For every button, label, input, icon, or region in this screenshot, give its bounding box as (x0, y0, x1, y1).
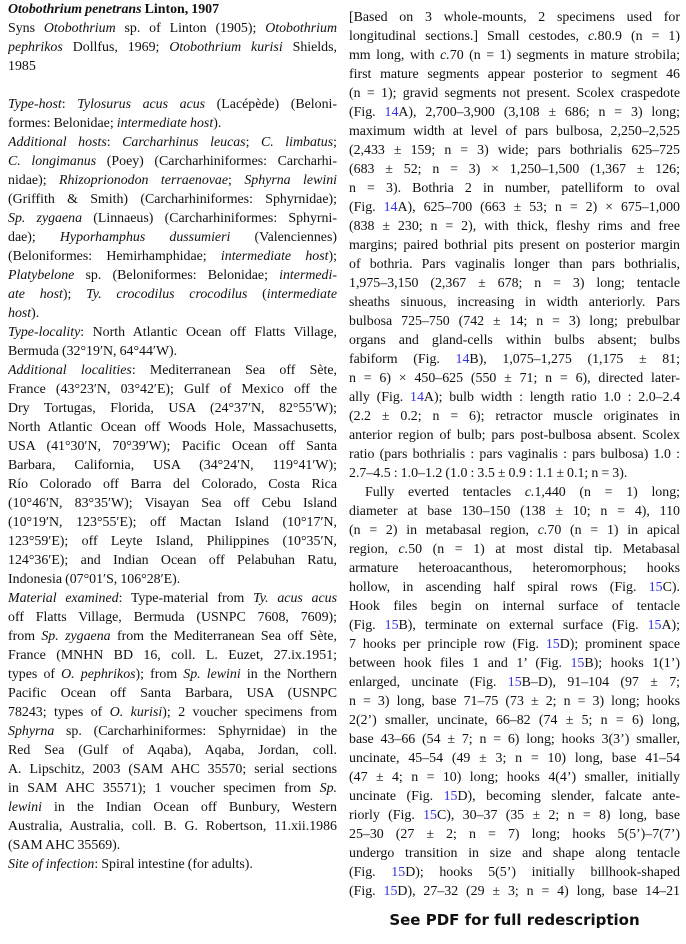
figure-link[interactable]: 14 (410, 390, 424, 405)
text-line (349, 616, 680, 635)
text-line (349, 863, 680, 882)
text-run: off Flatts Village, Bermuda (USNPC 7608, 7609); (8, 610, 337, 625)
text-line (349, 255, 680, 274)
italic-text: Otobothrium (43, 21, 116, 36)
text-run: C). (662, 580, 680, 595)
text-line (8, 532, 337, 551)
text-line (8, 171, 337, 190)
text-run: hollow, in ascending half spiral rows (Fig. (349, 580, 649, 595)
text-line (349, 559, 680, 578)
text-run: organs and gland-cells within bulbs absent; bulbs (349, 333, 680, 348)
italic-text: C. longimanus (8, 154, 97, 169)
text-run: : (61, 97, 78, 112)
left-paragraph (8, 19, 337, 76)
text-run: Fully everted tentacles (365, 485, 525, 500)
italic-text: pephrikos (8, 40, 63, 55)
text-line (8, 589, 337, 608)
text-line (8, 380, 337, 399)
text-run: : Type-material from (118, 591, 254, 606)
text-run: (Beloniformes: Hemirhamphidae; (8, 249, 221, 264)
text-line (8, 817, 337, 836)
italic-text: Sphyrna lewini (244, 173, 337, 188)
text-run: (Valenciennes) (230, 230, 337, 245)
italic-text: ate host (8, 287, 63, 302)
italic-text: Site of infection (8, 857, 95, 872)
text-run: D), 27–32 (29 ± 3; n = 4) long, base 14–21 (397, 884, 680, 899)
italic-text: Ty. crocodilus crocodilus (86, 287, 248, 302)
text-run: Red Sea (Gulf of Aqaba), Aqaba, Jordan, coll. (8, 743, 337, 758)
figure-link[interactable]: 14 (455, 352, 470, 367)
text-run: n = 3) long, base 71–75 (73 ± 2; n = 3) long; hooks (349, 694, 680, 709)
italic-text: Material examined (8, 591, 119, 606)
text-run: ; (228, 173, 245, 188)
text-line (8, 627, 337, 646)
left-paragraph (8, 133, 337, 323)
right-column (349, 8, 680, 901)
text-run: (Fig. (349, 884, 384, 899)
text-run: (Poey) (Carcharhiniformes: Carcharhi- (96, 154, 337, 169)
text-run: (n = 1); gravid segments not present. Scolex craspedote (349, 86, 680, 101)
text-line (349, 654, 680, 673)
text-run: B), terminate on external surface (Fig. (398, 618, 648, 633)
text-run: (838 ± 230; n = 2), with thick, fleshy rims and free (349, 219, 680, 234)
text-run: Indonesia (07°01′S, 106°28′E). (8, 572, 181, 587)
figure-link[interactable]: 15 (443, 789, 458, 804)
see-pdf-note[interactable]: See PDF for full redescription (389, 911, 640, 929)
italic-text: Sp. (319, 781, 337, 796)
text-run: (Fig. (349, 105, 385, 120)
italic-text: Ty. acus acus (253, 591, 337, 606)
text-line (349, 749, 680, 768)
text-run: 50 (n = 1) at most distal tip. Metabasal (408, 542, 680, 557)
text-run: 123°59′E); off Leyte Island, Philippines (10°35′N, (8, 534, 337, 549)
text-line (349, 350, 680, 369)
text-run: uncinate (Fig. (349, 789, 444, 804)
text-line (8, 646, 337, 665)
text-run: ; (245, 135, 261, 150)
text-run: 80.9 (n = 1) (597, 29, 680, 44)
text-run: A. Lipschitz, 2003 (SAM AHC 35570; serial sections (8, 762, 337, 777)
text-run: from the Mediterranean Sea off Sète, (110, 629, 337, 644)
left-paragraph (8, 0, 337, 19)
text-line (349, 179, 680, 198)
text-run: (Griffith & Smith) (Carcharhiniformes: Sphyrnidae); (8, 192, 337, 207)
text-line (8, 437, 337, 456)
text-run: (Lacépède) (Beloni- (205, 97, 337, 112)
text-line (349, 312, 680, 331)
text-run: Bermuda (32°19′N, 64°44′W). (8, 344, 178, 359)
text-run: 70 (n = 1) in apical (547, 523, 680, 538)
italic-text: c. (588, 29, 598, 44)
text-run: (Fig. (349, 865, 392, 880)
figure-link[interactable]: 15 (507, 675, 522, 690)
text-line (349, 236, 680, 255)
text-run: 78243; types of (8, 705, 110, 720)
text-run: ). (31, 306, 40, 321)
italic-text: intermediate host (116, 116, 214, 131)
italic-text: intermediate host (220, 249, 329, 264)
text-run: ); (62, 287, 87, 302)
text-line (349, 122, 680, 141)
left-paragraph (8, 855, 337, 874)
text-run: A), 2,700–3,900 (3,108 ± 686; n = 3) long; (398, 105, 680, 120)
text-run: first mature segments appear posterior to segment 46 (349, 67, 680, 82)
text-run: of bothria. Pars vaginalis longer than pars bothrialis, (349, 257, 680, 272)
italic-text: Tylosurus acus acus (77, 97, 206, 112)
italic-text: O. pephrikos (61, 667, 136, 682)
italic-text: c. (398, 542, 409, 557)
text-line (349, 331, 680, 350)
text-run: dae); (8, 230, 60, 245)
text-line (349, 730, 680, 749)
text-line (8, 285, 337, 304)
italic-text: O. kurisi (109, 705, 163, 720)
text-run: fabiform (Fig. (349, 352, 456, 367)
text-line (349, 787, 680, 806)
text-line (8, 475, 337, 494)
text-line (349, 293, 680, 312)
text-line (349, 160, 680, 179)
text-line (8, 0, 337, 19)
italic-text: Platybelone (8, 268, 75, 283)
text-run: formes: Belonidae; (8, 116, 117, 131)
italic-text: c. (537, 523, 548, 538)
text-run: anterior region of bulb; pars post-bulbosa absent. Scolex (349, 428, 680, 443)
italic-text: host (8, 306, 32, 321)
text-run: (10°46′N, 83°35′W); Visayan Sea off Cebu Island (8, 496, 337, 511)
italic-text: Additional hosts (8, 135, 107, 150)
text-run: (SAM AHC 35569). (8, 838, 121, 853)
text-run: between hook files 1 and 1’ (Fig. (349, 656, 571, 671)
text-run: enlarged, uncinate (Fig. (349, 675, 508, 690)
text-run: (47 ± 4; n = 10) long; hooks 4(4’) smaller, initially (349, 770, 680, 785)
figure-link[interactable]: 15 (648, 580, 663, 595)
text-run: ally (Fig. (349, 390, 411, 405)
text-run: undergo transition in size and shape along tentacle (349, 846, 680, 861)
text-run: 1985 (8, 59, 36, 74)
text-run: Hook files begin on internal surface of tentacle (349, 599, 680, 614)
text-run: D); hooks 5(5’) initially billhook-shaped (405, 865, 680, 880)
text-line (8, 513, 337, 532)
text-line (8, 570, 337, 589)
right-paragraph (349, 483, 680, 901)
text-line (349, 369, 680, 388)
figure-link[interactable]: 14 (384, 105, 399, 120)
text-run: (n = 2) in metabasal region, (349, 523, 538, 538)
text-line (349, 597, 680, 616)
text-run: region, (349, 542, 399, 557)
text-line (8, 836, 337, 855)
text-run: riorly (Fig. (349, 808, 424, 823)
figure-link[interactable]: 15 (384, 618, 399, 633)
left-paragraph (8, 589, 337, 855)
italic-text: Additional localities (8, 363, 132, 378)
text-line (349, 578, 680, 597)
left-column (8, 0, 337, 874)
text-run: maximum width at level of pars bulbosa, 2,250–2,525 (349, 124, 680, 139)
figure-link[interactable]: 15 (383, 884, 398, 899)
text-line (349, 483, 680, 502)
left-paragraph (8, 95, 337, 133)
text-line (8, 304, 337, 323)
text-run: (2.2 ± 0.2; n = 6); retractor muscle originates in (349, 409, 680, 424)
text-run: : (106, 135, 123, 150)
text-run: B); hooks 1(1’) (584, 656, 680, 671)
text-run: types of (8, 667, 62, 682)
text-run: (Fig. (349, 200, 384, 215)
text-run: 1,975–3,150 (2,367 ± 678; n = 3) long; tentacle (349, 276, 680, 291)
text-run: D), becoming slender, falcate ante- (457, 789, 680, 804)
text-run: Syns (8, 21, 44, 36)
text-line (349, 768, 680, 787)
text-run: 70 (n = 1) segments in mature strobila; (449, 48, 680, 63)
text-line (349, 844, 680, 863)
italic-text: Sphyrna (8, 724, 55, 739)
text-run: sp. of Linton (1905); (115, 21, 266, 36)
text-run: A), 625–700 (663 ± 53; n = 2) × 675–1,000 (397, 200, 680, 215)
text-run: France (43°23′N, 03°42′E); Gulf of Mexico off the (8, 382, 337, 397)
text-run: Dollfus, 1969; (62, 40, 170, 55)
text-line (8, 779, 337, 798)
text-run: USA (41°30′N, 70°39′W); Pacific Ocean off Santa (8, 439, 337, 454)
text-line (8, 190, 337, 209)
text-run: in the Indian Ocean off Bunbury, Western (41, 800, 337, 815)
figure-link[interactable]: 15 (391, 865, 406, 880)
italic-text: intermediate (266, 287, 337, 302)
text-line (349, 103, 680, 122)
italic-text: Hyporhamphus dussumieri (59, 230, 231, 245)
text-run: margins; paired bothrial pits present on posterior margin (349, 238, 680, 253)
italic-text: Otobothrium kurisi (169, 40, 283, 55)
text-run: diameter at base 130–150 (138 ± 10; n = 4), 110 (349, 504, 680, 519)
text-line (8, 551, 337, 570)
text-run: (Linnaeus) (Carcharhiniformes: Sphyrni- (82, 211, 337, 226)
text-run: 124°36′E); and Indian Ocean off Pelabuhan Ratu, (8, 553, 337, 568)
text-run: ); (328, 249, 337, 264)
text-run: C), 30–37 (35 ± 2; n = 8) long, base (437, 808, 680, 823)
text-run: ; (333, 135, 337, 150)
text-run: France (MNHN BD 16, coll. L. Euzet, 27.ix.1951; (8, 648, 337, 663)
text-line (349, 27, 680, 46)
text-run: Dry Tortugas, Florida, USA (24°37′N, 82°55′W); (8, 401, 337, 416)
text-line (8, 228, 337, 247)
text-line (349, 217, 680, 236)
text-run: Australia, Australia, coll. B. G. Robertson, 11.xii.1986 (8, 819, 337, 834)
text-line (349, 445, 680, 464)
text-line (349, 825, 680, 844)
text-run: Shields, (282, 40, 337, 55)
text-run: Río Colorado off Barra del Colorado, Costa Rica (8, 477, 337, 492)
text-run: 1,440 (n = 1) long; (534, 485, 680, 500)
figure-link[interactable]: 15 (570, 656, 585, 671)
italic-text: c. (440, 48, 450, 63)
text-run: (2,433 ± 159; n = 3) wide; pars bothrialis 625–725 (349, 143, 680, 158)
text-line (349, 464, 680, 483)
text-line (349, 673, 680, 692)
italic-text: lewini (8, 800, 42, 815)
left-paragraph (8, 323, 337, 361)
text-line (349, 198, 680, 217)
text-run: sp. (Beloniformes: Belonidae; (74, 268, 280, 283)
text-run: A); (661, 618, 680, 633)
text-run: bulbosa 725–750 (742 ± 14; n = 3) long; prebulbar (349, 314, 680, 329)
text-line (8, 760, 337, 779)
text-run: B–D), 91–104 (97 ± 7; (521, 675, 680, 690)
text-run: : North Atlantic Ocean off Flatts Village, (80, 325, 337, 340)
text-run: uncinate, 45–54 (49 ± 3; n = 10) long, base 41–54 (349, 751, 680, 766)
right-paragraph (349, 8, 680, 483)
text-line (349, 46, 680, 65)
text-line (349, 274, 680, 293)
text-run: (10°19′N, 123°55′E); off Mactan Island (10°17′N, (8, 515, 337, 530)
text-line (349, 388, 680, 407)
text-line (8, 247, 337, 266)
bold-text: Otobothrium penetrans (8, 2, 142, 17)
text-line (8, 494, 337, 513)
text-line (8, 456, 337, 475)
text-line (8, 798, 337, 817)
text-line (8, 399, 337, 418)
text-run: Barbara, California, USA (34°24′N, 119°41′W); (8, 458, 337, 473)
text-run: 7 hooks per principle row (Fig. (349, 637, 546, 652)
text-line (349, 521, 680, 540)
left-paragraph (8, 361, 337, 589)
text-run: ). (213, 116, 222, 131)
text-line (349, 711, 680, 730)
text-run: 2.7–4.5 : 1.0–1.2 (1.0 : 3.5 ± 0.9 : 1.1 ± 0.1; n = 3). (349, 466, 628, 481)
figure-link[interactable]: 15 (423, 808, 437, 823)
text-line (8, 608, 337, 627)
text-line (8, 418, 337, 437)
text-run: sp. (Carcharhiniformes: Sphyrnidae) in the (54, 724, 337, 739)
figure-link[interactable]: 14 (383, 200, 398, 215)
text-run: in the Northern (240, 667, 337, 682)
text-line (8, 209, 337, 228)
text-run: North Atlantic Ocean off Woods Hole, Massachusetts, (8, 420, 337, 435)
italic-text: Sp. zygaena (41, 629, 111, 644)
text-line (349, 540, 680, 559)
text-line (8, 38, 337, 57)
text-run: mm long, with (349, 48, 441, 63)
text-line (8, 57, 337, 76)
text-line (8, 266, 337, 285)
text-run: sheaths sinuous, increasing in width anteriorly. Pars (349, 295, 680, 310)
text-run: : Mediterranean Sea off Sète, (131, 363, 337, 378)
italic-text: c. (524, 485, 535, 500)
text-line (8, 342, 337, 361)
text-line (8, 114, 337, 133)
bold-text: Linton, 1907 (141, 2, 220, 17)
text-line (349, 806, 680, 825)
italic-text: Type-locality (8, 325, 81, 340)
figure-link[interactable]: 15 (545, 637, 560, 652)
text-run: B), 1,075–1,275 (1,175 ± 81; (469, 352, 680, 367)
text-run: from (8, 629, 42, 644)
italic-text: Sp. lewini (183, 667, 241, 682)
text-line (8, 703, 337, 722)
text-run: (Fig. (349, 618, 385, 633)
text-run: longitudinal sections.] Small cestodes, (349, 29, 589, 44)
text-run: Pacific Ocean off Santa Barbara, USA (USNPC (8, 686, 337, 701)
italic-text: Carcharhinus leucas (122, 135, 246, 150)
text-run: ratio (pars bothrialis : pars vaginalis : pars bulbosa) 1.0 : (349, 447, 680, 462)
text-run: ( (247, 287, 267, 302)
text-line (8, 361, 337, 380)
text-run: n = 6) × 450–625 (550 ± 71; n = 6), directed later- (349, 371, 680, 386)
text-line (8, 665, 337, 684)
text-run: armature heteroacanthous, heteromorphous; hooks (349, 561, 680, 576)
italic-text: intermedi- (279, 268, 337, 283)
text-line (8, 152, 337, 171)
text-line (349, 502, 680, 521)
text-line (349, 65, 680, 84)
text-run: base 43–66 (54 ± 7; n = 6) long; hooks 3(3’) smaller, (349, 732, 680, 747)
text-line (349, 426, 680, 445)
italic-text: Type-host (8, 97, 62, 112)
text-run: nidae); (8, 173, 59, 188)
text-line (8, 19, 337, 38)
text-line (8, 133, 337, 152)
text-line (8, 323, 337, 342)
text-line (8, 95, 337, 114)
italic-text: Otobothrium (265, 21, 337, 36)
text-run: n = 3). Bothria 2 in number, patelliform to oval (349, 181, 680, 196)
text-line (8, 722, 337, 741)
text-line (349, 635, 680, 654)
text-run: [Based on 3 whole-mounts, 2 specimens used for (349, 10, 680, 25)
text-line (8, 684, 337, 703)
italic-text: Rhizoprionodon terraenovae (58, 173, 229, 188)
text-run: in SAM AHC 35571); 1 voucher specimen from (8, 781, 320, 796)
text-run: ); 2 voucher specimens from (162, 705, 337, 720)
text-run: (683 ± 52; n = 3) × 1,250–1,500 (1,367 ± 126; (349, 162, 680, 177)
text-line (349, 407, 680, 426)
text-line (349, 692, 680, 711)
text-line (349, 8, 680, 27)
figure-link[interactable]: 15 (647, 618, 662, 633)
text-run: ); from (135, 667, 184, 682)
text-run: A); bulb width : length ratio 1.0 : 2.0–2.4 (423, 390, 680, 405)
text-line (349, 882, 680, 901)
italic-text: C. limbatus (261, 135, 334, 150)
text-line (349, 84, 680, 103)
text-run: D); prominent space (559, 637, 680, 652)
text-run: 25–30 (27 ± 2; n = 7) long; hooks 5(5’)–7(7’) (349, 827, 680, 842)
text-run: : Spiral intestine (for adults). (94, 857, 253, 872)
text-run: 2(2’) smaller, uncinate, 66–82 (74 ± 5; n = 6) long, (349, 713, 680, 728)
italic-text: Sp. zygaena (8, 211, 83, 226)
text-line (349, 141, 680, 160)
text-line (8, 741, 337, 760)
text-line (8, 855, 337, 874)
